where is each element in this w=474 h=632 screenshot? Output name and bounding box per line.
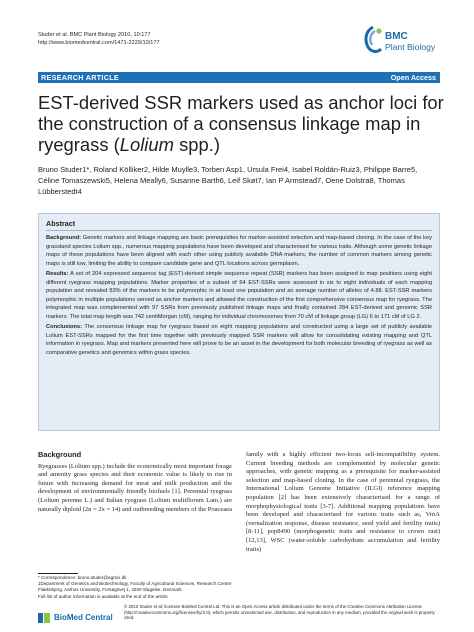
background-label: Background: [46,235,82,241]
body-column-right [246,451,440,554]
affiliation-note: 1Department of Genetics and Biotechnology, Faculty of Agricultural Sciences, Research Centre Flakkebjerg, Aarhus University, Forsøgsvej 1, 4200 Slagelse, Denmark [38,581,232,593]
publisher-logo[interactable] [38,612,118,624]
title-part-1: EST-derived SSR markers used as anchor loci for the construction of a consensus linkage map in ryegrass ( [38,92,444,155]
abstract-conclusions [46,323,432,357]
abstract-body [46,234,432,359]
section-heading-background: Background [38,450,82,459]
background-text: Genetic markers and linkage mapping are basic prerequisites for marker-assisted selection and map-based cloning. In the case of the key grassland species Lolium spp., numerous mapping populations have been developed and characterised for various traits. Although some genetic linkage maps of these populations have been aligned with each other using publicly available DNA markers, the number of common markers among genetic maps is still low, limiting the ability to compare candidate gene and QTL locations across germplasm. [46,235,432,267]
conclusions-label: Conclusions: [46,324,83,331]
title-part-2: spp.) [173,134,220,155]
article-url[interactable]: http://www.biomedcentral.com/1471-2229/10/177 [38,40,160,46]
article-type-bar [38,72,440,83]
correspondence-note: * Correspondence: bruno.studer@agrsci.dk [38,575,127,580]
abstract-heading: Abstract [46,219,76,228]
abstract-background [46,234,432,268]
citation-line: Studer et al. BMC Plant Biology 2010, 10:177 [38,32,151,38]
body-text-right: family with a highly efficient two-locus self-incompatibility system. Current breeding methods are complemented by molecular genetic approaches, with genetic mapping as a prerequisite for marker-assisted selection and map-based cloning. In the case of perennial ryegrass, the International Lolium Genome Initiative (ILGI) reference mapping population [2] has been extensively characterised for a range of morphophysiological traits [3-7]. Additional mapping populations have been developed and characterised for various traits such as, VrnA (vernalization response, disease resistance, seed yield and fertility traits) [8-11], pop8490 (morphogenetic traits and resistance to crown rust) [12,13], WSC (water-soluble carbohydrate accumulation and fertility traits) [246,451,440,553]
abstract-box [38,213,440,431]
biomed-central-icon [38,612,51,624]
abstract-results [46,270,432,322]
article-type-label: RESEARCH ARTICLE [41,73,120,82]
abstract-divider [46,230,432,231]
logo-journal-text: Plant Biology [385,42,436,52]
bmc-swirl-icon [362,25,384,55]
publisher-name: BioMed Central [54,613,113,622]
title-italic: Lolium [119,134,174,155]
copyright-notice: © 2010 Studer et al; licensee BioMed Central Ltd. This is an Open Access article distributed under the terms of the Creative Commons Attribution License (http://creativecommons.org/licenses/by/2.0), which permits unrestricted use, distribution, and reproduction in any medium, provided the original work is properly cited. [124,604,435,621]
results-text: A set of 204 expressed sequence tag (EST)-derived simple sequence repeat (SSR) markers has been assigned to map positions using eight different ryegrass mapping populations. Marker properties of a subset of 64 EST-SSRs were assessed in six to eight individuals of each mapping population and revealed 83% of the markers to be polymorphic in at least one population and an average number of alleles of 4.88. EST-SSR markers polymorphic in multiple populations served as anchor markers and allowed the construction of the first comprehensive consensus map for ryegrass. The integrated map was complemented with 97 SSRs from previously published linkage maps and finally contained 284 EST-derived and genomic SSR markers. The total map length was 742 centiMorgan (cM), ranging for individual chromosomes from 70 cM of linkage group (LG) 6 to 171 cM of LG 2. [46,270,432,320]
author-info-note: Full list of author information is available at the end of the article [38,593,168,599]
logo-bmc-text: BMC [385,31,408,42]
results-label: Results: [46,270,69,277]
body-column-left [38,451,232,514]
footnote-divider [38,573,78,574]
open-access-label: Open Access [390,73,436,82]
author-list: Bruno Studer1*, Roland Kölliker2, Hilde Muylle3, Torben Asp1, Ursula Frei4, Isabel Roldán-Ruiz3, Philippe Barre5, Céline Tomaszewski5, Helena Meally6, Susanne Barth6, Leif Skøt7, Ian P Armstead7, Oene Dolstra8, Thomas Lübberstedt4 [38,165,418,196]
article-title [38,92,448,155]
body-text-left: Ryegrasses (Lolium spp.) include the economically most important forage and amenity grass species and their economic value is likely to rise in future with increasing demand for meat and milk production and the development of environmentally friendly biofuels [1]. Perennial ryegrass (Lolium perenne L.) and Italian ryegrass (Lolium multiflorum Lam.) are naturally diploid (2n = 2x = 14) and outbreeding members of the Poaceaea [38,462,232,513]
journal-logo[interactable] [362,25,444,69]
footnotes [38,575,232,600]
conclusions-text: The consensus linkage map for ryegrass based on eight mapping populations and constructed using a large set of publicly available Lolium EST-SSRs mapped for the first time together with previously mapped SSR markers will allow for consolidating existing mapping and QTL information in ryegrass. Map and markers presented here will prove to be an asset in the development for both molecular breeding of ryegrass as well as comparative genetics and genomics within grass species. [46,324,432,356]
citation-header [38,31,160,47]
